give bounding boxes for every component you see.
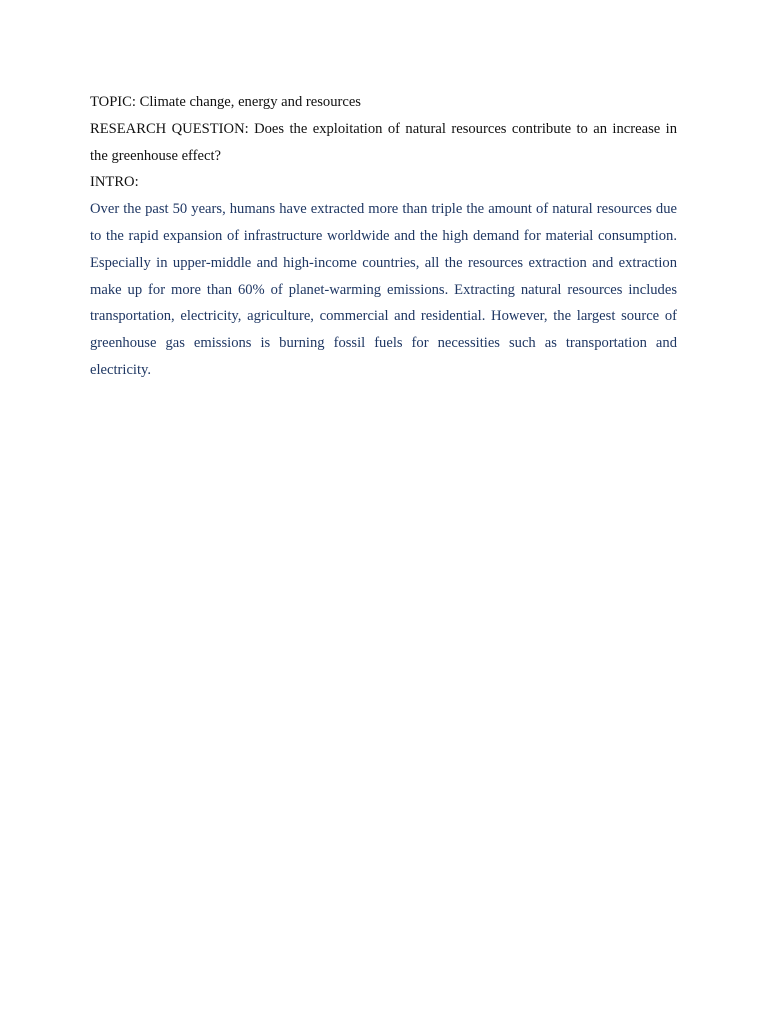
intro-heading: INTRO: bbox=[90, 174, 139, 191]
research-question: RESEARCH QUESTION: Does the exploitation of natural resources contribute to an increase in the greenhouse effect? bbox=[90, 120, 677, 164]
document-body bbox=[90, 89, 677, 384]
topic-line: TOPIC: Climate change, energy and resources bbox=[90, 94, 361, 110]
intro-paragraph: Over the past 50 years, humans have extracted more than triple the amount of natural resources due to the rapid expansion of infrastructure worldwide and the high demand for material consumption. Especially in upper-middle and high-income countries, all the resources extraction and extraction make up for more than 60% of planet-warming emissions. Extracting natural resources includes transportation, electricity, agriculture, commercial and residential. However, the largest source of greenhouse gas emissions is burning fossil fuels for necessities such as transportation and electricity. bbox=[90, 201, 677, 378]
